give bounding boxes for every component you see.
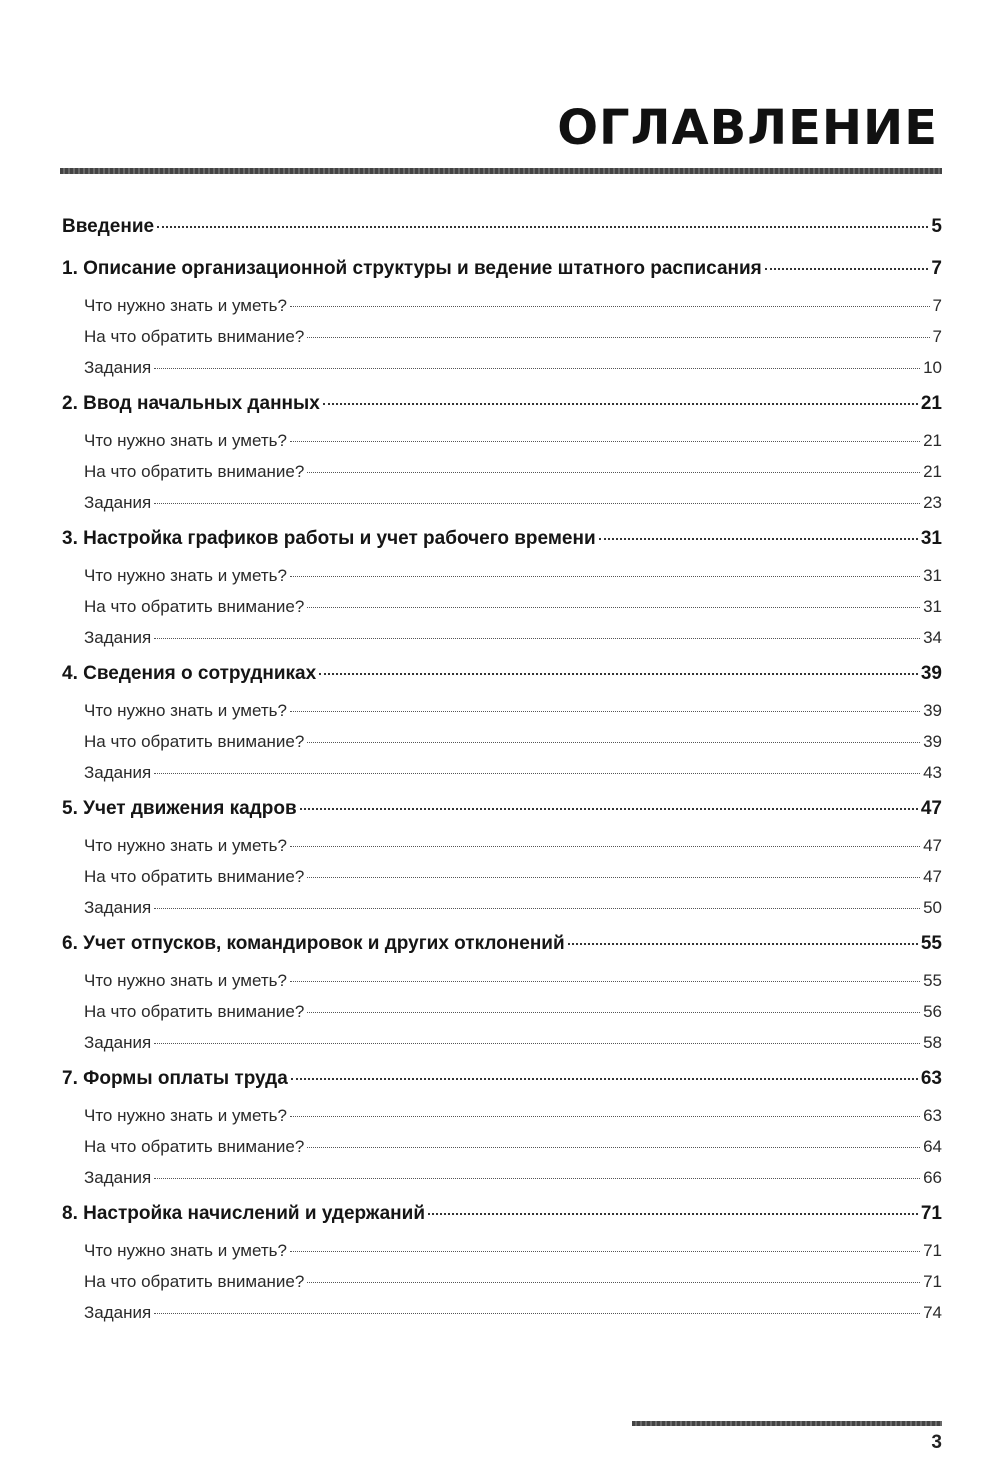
toc-subentry-title: Задания [84,1033,152,1052]
toc-subentry-page: 23 [923,493,942,512]
toc-subentry-title: На что обратить внимание? [84,867,305,886]
dot-leader [157,226,928,228]
toc-subentry[interactable] [62,358,942,389]
toc-subentry[interactable] [62,1033,942,1064]
toc-entry[interactable] [62,1203,942,1241]
toc-subentry[interactable] [62,763,942,794]
toc-subentry-title: Задания [84,898,152,917]
toc-subentry[interactable] [62,701,942,732]
toc-subentry-title: Что нужно знать и уметь? [84,296,287,315]
toc-chapter [62,528,942,659]
toc-subentry-title: Что нужно знать и уметь? [84,431,287,450]
toc-entry-title: 1. Описание организационной структуры и ведение штатного расписания [62,258,762,279]
toc-subentry[interactable] [62,1241,942,1272]
toc-subentry-page: 31 [923,566,942,585]
dot-leader [307,877,920,878]
dot-leader [307,1282,920,1283]
toc-subentry-title: Что нужно знать и уметь? [84,1106,287,1125]
dot-leader [300,808,918,810]
toc-subentry-title: Что нужно знать и уметь? [84,701,287,720]
toc-subentry[interactable] [62,898,942,929]
toc-entry[interactable] [62,798,942,836]
toc-subentry-page: 10 [923,358,942,377]
toc-subentry-page: 47 [923,867,942,886]
toc-entry-title: 3. Настройка графиков работы и учет рабочего времени [62,528,596,549]
dot-leader [154,368,920,369]
toc-entry[interactable] [62,258,942,296]
dot-leader [154,1043,920,1044]
toc-subentry-title: На что обратить внимание? [84,1137,305,1156]
toc-subentry-title: На что обратить внимание? [84,1002,305,1021]
toc-subentry-page: 43 [923,763,942,782]
dot-leader [290,441,920,442]
toc-subentry-page: 21 [923,462,942,481]
toc-subentry-page: 34 [923,628,942,647]
toc-entry[interactable] [62,933,942,971]
toc-subentry[interactable] [62,971,942,1002]
toc-entry-title: 4. Сведения о сотрудниках [62,663,317,684]
toc-subentry[interactable] [62,327,942,358]
dot-leader [290,981,920,982]
dot-leader [599,538,918,540]
toc-subentry[interactable] [62,296,942,327]
toc-entry-title: 6. Учет отпусков, командировок и других отклонений [62,933,565,954]
dot-leader [290,1116,920,1117]
toc-chapter [62,798,942,929]
toc-entry-page: 63 [920,1068,942,1089]
dot-leader [307,472,920,473]
dot-leader [765,268,929,270]
toc-subentry-title: Задания [84,493,152,512]
toc-subentry-title: Задания [84,763,152,782]
toc-entry[interactable] [62,528,942,566]
toc-subentry-title: Что нужно знать и уметь? [84,971,287,990]
toc-subentry-title: На что обратить внимание? [84,462,305,481]
toc-chapter [62,216,942,254]
toc-subentry[interactable] [62,1168,942,1199]
toc-subentry-page: 63 [923,1106,942,1125]
toc-subentry-page: 39 [923,701,942,720]
dot-leader [154,773,920,774]
toc-subentry-page: 47 [923,836,942,855]
toc-entry-page: 47 [920,798,942,819]
toc-subentry-title: Что нужно знать и уметь? [84,566,287,585]
toc-subentry-title: Что нужно знать и уметь? [84,1241,287,1260]
toc-subentry-title: Задания [84,1168,152,1187]
toc-subentry-page: 7 [932,296,942,315]
toc-entry-page: 55 [920,933,942,954]
toc-subentry-page: 58 [923,1033,942,1052]
toc-subentry-page: 64 [923,1137,942,1156]
toc-chapter [62,258,942,389]
toc-subentry-title: Задания [84,358,152,377]
dot-leader [290,306,930,307]
dot-leader [307,337,929,338]
toc-subentry-page: 50 [923,898,942,917]
toc-chapter [62,933,942,1064]
toc-subentry-page: 71 [923,1272,942,1291]
dot-leader [154,1178,920,1179]
dot-leader [307,607,920,608]
toc-entry-page: 5 [931,216,942,237]
toc-subentry-title: Что нужно знать и уметь? [84,836,287,855]
toc-subentry[interactable] [62,628,942,659]
dot-leader [323,403,918,405]
page-title: ОГЛАВЛЕНИЕ [557,100,938,156]
dot-leader [290,576,920,577]
title-rule [60,168,942,174]
toc-subentry-page: 55 [923,971,942,990]
toc-subentry-title: Задания [84,628,152,647]
toc-subentry-title: На что обратить внимание? [84,327,305,346]
toc-subentry[interactable] [62,431,942,462]
dot-leader [428,1213,918,1215]
toc-entry-title: 5. Учет движения кадров [62,798,297,819]
toc-entry-page: 31 [920,528,942,549]
toc-subentry-title: На что обратить внимание? [84,732,305,751]
dot-leader [307,1012,920,1013]
toc-subentry-page: 74 [923,1303,942,1322]
toc-subentry-page: 56 [923,1002,942,1021]
toc-chapter [62,1068,942,1199]
toc-entry[interactable] [62,663,942,701]
toc-entry-title: 7. Формы оплаты труда [62,1068,288,1089]
toc-subentry[interactable] [62,597,942,628]
toc-subentry-page: 21 [923,431,942,450]
page-number: 3 [931,1432,942,1453]
dot-leader [291,1078,918,1080]
toc-subentry-page: 66 [923,1168,942,1187]
dot-leader [154,503,920,504]
toc-chapter [62,393,942,524]
toc-subentry[interactable] [62,1272,942,1303]
toc-entry-page: 39 [920,663,942,684]
toc-subentry[interactable] [62,462,942,493]
toc-subentry[interactable] [62,1106,942,1137]
toc-entry-title: 8. Настройка начислений и удержаний [62,1203,426,1224]
toc-subentry[interactable] [62,867,942,898]
dot-leader [290,1251,920,1252]
table-of-contents [62,216,942,1334]
dot-leader [290,846,920,847]
dot-leader [154,1313,920,1314]
toc-subentry[interactable] [62,493,942,524]
toc-subentry[interactable] [62,836,942,867]
toc-entry-title: 2. Ввод начальных данных [62,393,320,414]
dot-leader [307,742,920,743]
dot-leader [568,943,918,945]
toc-subentry-title: На что обратить внимание? [84,1272,305,1291]
toc-subentry-title: На что обратить внимание? [84,597,305,616]
toc-entry-title: Введение [62,216,155,237]
dot-leader [290,711,920,712]
toc-subentry[interactable] [62,1303,942,1334]
toc-entry-page: 21 [920,393,942,414]
dot-leader [307,1147,920,1148]
toc-subentry-title: Задания [84,1303,152,1322]
toc-subentry[interactable] [62,1002,942,1033]
toc-subentry-page: 7 [932,327,942,346]
toc-entry[interactable] [62,1068,942,1106]
toc-entry-page: 71 [920,1203,942,1224]
toc-subentry-page: 39 [923,732,942,751]
toc-entry[interactable] [62,393,942,431]
toc-subentry-page: 71 [923,1241,942,1260]
toc-entry-page: 7 [931,258,942,279]
dot-leader [319,673,918,675]
dot-leader [154,638,920,639]
toc-subentry[interactable] [62,732,942,763]
toc-subentry-page: 31 [923,597,942,616]
toc-subentry[interactable] [62,1137,942,1168]
toc-chapter [62,1203,942,1334]
footer-rule [632,1421,942,1426]
toc-chapter [62,663,942,794]
dot-leader [154,908,920,909]
toc-subentry[interactable] [62,566,942,597]
toc-entry[interactable] [62,216,942,254]
